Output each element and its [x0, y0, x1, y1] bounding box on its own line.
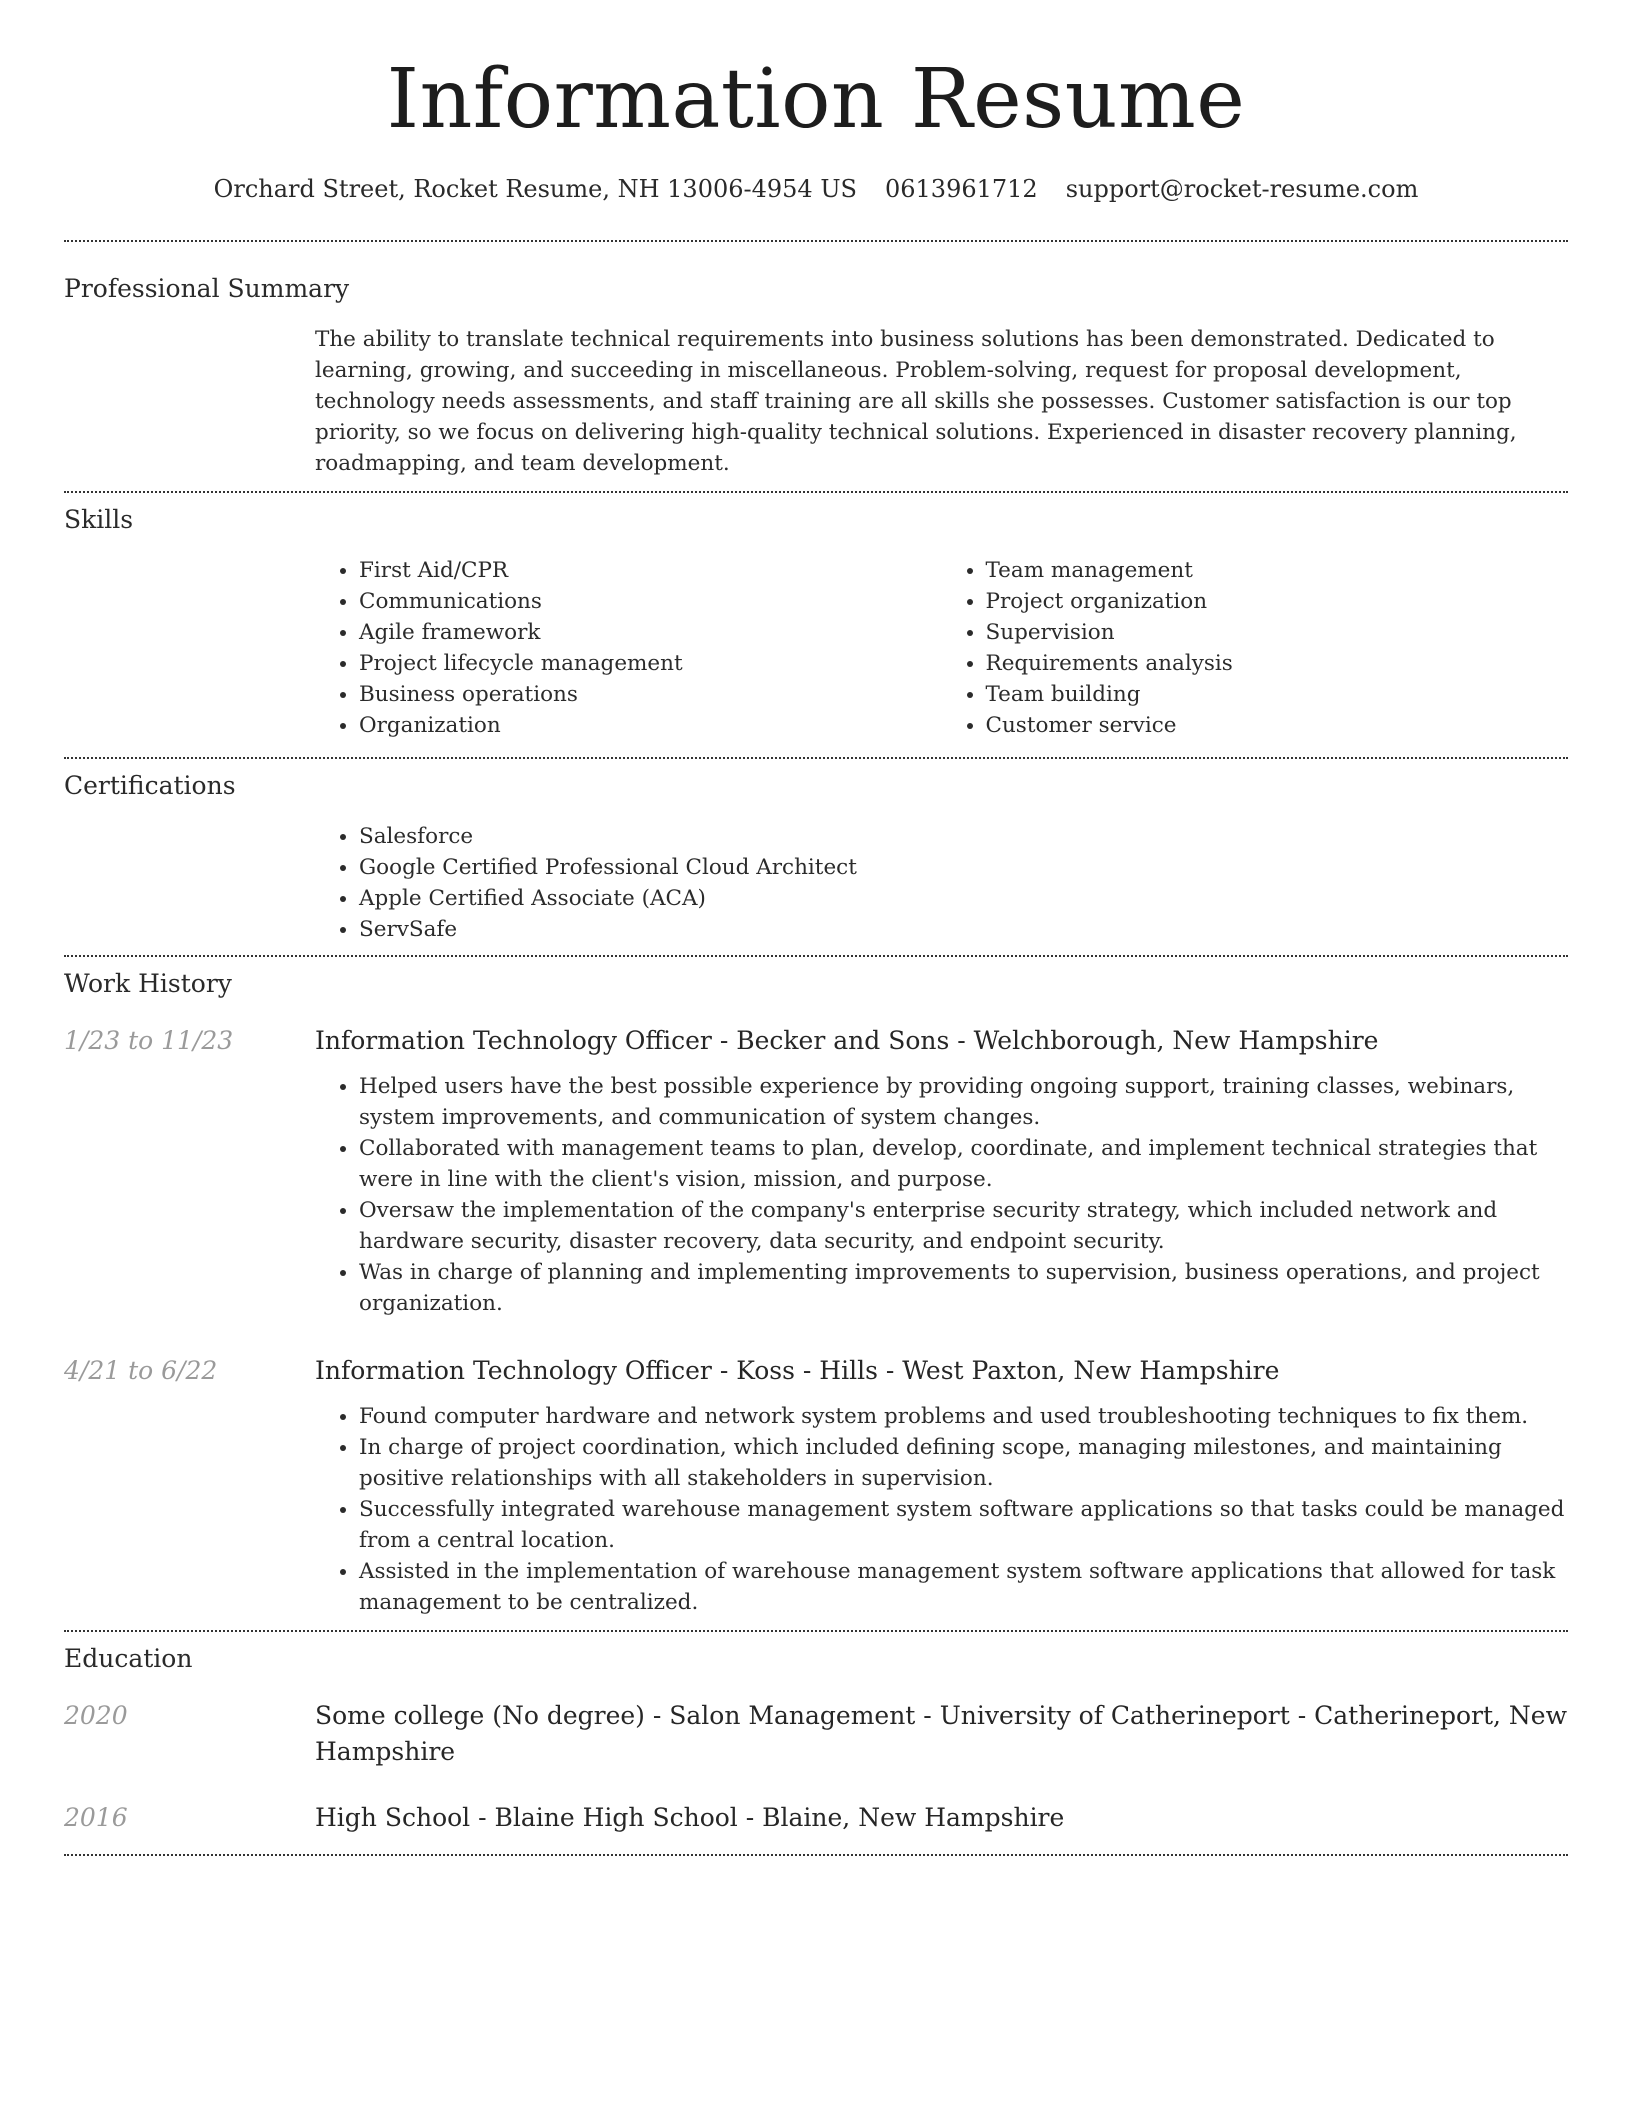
certifications-section — [64, 759, 1568, 955]
education-text: Some college (No degree) - Salon Management - University of Catherineport - Catherineport, New Hampshire — [315, 1701, 1567, 1766]
job-bullet: • Helped users have the best possible experience by providing ongoing support, training classes, webinars, system improvements, and communication of system changes. — [359, 1071, 1568, 1133]
education-year: 2016 — [64, 1803, 128, 1832]
section-title-education: Education — [64, 1644, 193, 1673]
skill-item: • Supervision — [986, 617, 1569, 648]
education-year: 2020 — [64, 1701, 128, 1730]
section-title-certifications: Certifications — [64, 771, 236, 800]
resume-name: Information Resume — [386, 52, 1246, 147]
job-bullet: • Found computer hardware and network system problems and used troubleshooting techniques to fix them. — [359, 1401, 1568, 1432]
work-section — [64, 957, 1568, 1630]
summary-section — [64, 242, 1568, 491]
certification-item: • Salesforce — [359, 821, 1568, 852]
section-title-skills: Skills — [64, 505, 134, 534]
job-bullet: • Assisted in the implementation of warehouse management system software applications that allowed for task management to be centralized. — [359, 1556, 1568, 1618]
skills-list-left — [315, 555, 942, 741]
contact-address: Orchard Street, Rocket Resume, NH 13006-4954 US — [213, 175, 857, 203]
certification-item: • Google Certified Professional Cloud Architect — [359, 852, 1568, 883]
education-entry — [64, 1698, 1568, 1770]
skill-item: • First Aid/CPR — [359, 555, 942, 586]
job-heading: Information Technology Officer - Becker and Sons - Welchborough, New Hampshire — [315, 1026, 1379, 1055]
education-text: High School - Blaine High School - Blaine, New Hampshire — [315, 1803, 1065, 1832]
skill-item: • Team management — [986, 555, 1569, 586]
job-dates: 1/23 to 11/23 — [64, 1026, 234, 1055]
job-bullets — [315, 1401, 1568, 1618]
skill-item: • Project lifecycle management — [359, 648, 942, 679]
job-bullet: • Collaborated with management teams to plan, develop, coordinate, and implement technical strategies that were in line with the client's vision, mission, and purpose. — [359, 1133, 1568, 1195]
certification-item: • ServSafe — [359, 914, 1568, 945]
job-bullet: • Successfully integrated warehouse management system software applications so that tasks could be managed from a central location. — [359, 1494, 1568, 1556]
job-details — [315, 1071, 1568, 1319]
contact-line — [64, 172, 1568, 206]
section-title-summary: Professional Summary — [64, 274, 350, 303]
skill-item: • Customer service — [986, 710, 1569, 741]
job-bullet: • Was in charge of planning and implementing improvements to supervision, business operations, and project organization. — [359, 1257, 1568, 1319]
job-details — [315, 1401, 1568, 1618]
skill-item: • Organization — [359, 710, 942, 741]
certifications-list — [315, 821, 1568, 945]
contact-phone: 0613961712 — [885, 175, 1038, 203]
skill-item: • Project organization — [986, 586, 1569, 617]
certifications-content — [315, 821, 1568, 955]
job-entry — [64, 1023, 1568, 1319]
job-bullets — [315, 1071, 1568, 1319]
section-title-work: Work History — [64, 969, 232, 998]
divider — [64, 1854, 1568, 1856]
job-header — [64, 1353, 1568, 1389]
skill-item: • Communications — [359, 586, 942, 617]
job-bullet: • Oversaw the implementation of the company's enterprise security strategy, which included network and hardware security, disaster recovery, data security, and endpoint security. — [359, 1195, 1568, 1257]
skills-section — [64, 493, 1568, 757]
job-dates: 4/21 to 6/22 — [64, 1356, 218, 1385]
skill-item: • Requirements analysis — [986, 648, 1569, 679]
skill-item: • Business operations — [359, 679, 942, 710]
skill-item: • Team building — [986, 679, 1569, 710]
education-section — [64, 1632, 1568, 1854]
skills-columns — [315, 555, 1568, 757]
job-header — [64, 1023, 1568, 1059]
job-entry — [64, 1353, 1568, 1630]
summary-text: The ability to translate technical requirements into business solutions has been demonstrated. Dedicated to learning, growing, and succeeding in miscellaneous. Problem-solving, request for proposal development, technology needs assessments, and staff training are all skills she possesses. Customer satisfaction is our top priority, so we focus on delivering high-quality technical solutions. Experienced in disaster recovery planning, roadmapping, and team development. — [315, 327, 1517, 476]
job-heading: Information Technology Officer - Koss - Hills - West Paxton, New Hampshire — [315, 1356, 1280, 1385]
job-bullet: • In charge of project coordination, which included defining scope, managing milestones, and maintaining positive relationships with all stakeholders in supervision. — [359, 1432, 1568, 1494]
certification-item: • Apple Certified Associate (ACA) — [359, 883, 1568, 914]
skill-item: • Agile framework — [359, 617, 942, 648]
contact-email: support@rocket-resume.com — [1065, 175, 1419, 203]
education-entry — [64, 1800, 1568, 1854]
skills-list-right — [942, 555, 1569, 741]
